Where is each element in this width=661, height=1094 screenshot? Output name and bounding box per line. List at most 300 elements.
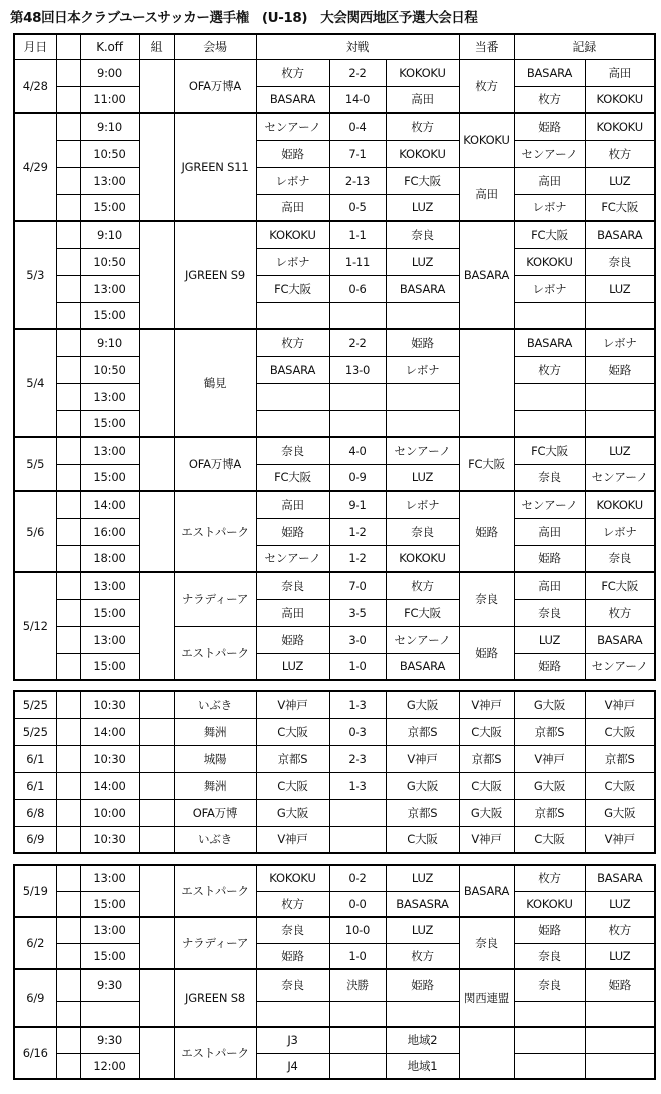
blank-cell	[56, 491, 80, 518]
record-cell-1: 枚方	[514, 356, 585, 383]
record-cell-1: G大阪	[514, 691, 585, 718]
score-cell: 9-1	[329, 491, 386, 518]
kickoff-cell: 14:00	[80, 491, 139, 518]
home-team-cell: 奈良	[256, 917, 329, 943]
match-row	[14, 113, 655, 140]
record-cell-2: BASARA	[585, 626, 655, 653]
score-cell: 2-2	[329, 59, 386, 86]
score-cell: 7-1	[329, 140, 386, 167]
score-cell: 0-2	[329, 865, 386, 891]
away-team-cell: 姫路	[386, 969, 459, 1001]
away-team-cell: 姫路	[386, 329, 459, 356]
record-cell-1: 姫路	[514, 653, 585, 680]
duty-cell	[459, 1027, 514, 1079]
group-cell	[139, 221, 174, 329]
away-team-cell: LUZ	[386, 464, 459, 491]
match-row	[14, 572, 655, 599]
score-cell: 1-0	[329, 653, 386, 680]
record-cell-2: KOKOKU	[585, 113, 655, 140]
away-team-cell: LUZ	[386, 917, 459, 943]
away-team-cell	[386, 1001, 459, 1027]
kickoff-cell: 9:30	[80, 1027, 139, 1053]
venue-cell: ナラディーア	[174, 572, 256, 626]
away-team-cell: LUZ	[386, 248, 459, 275]
kickoff-cell: 15:00	[80, 464, 139, 491]
score-cell: 1-11	[329, 248, 386, 275]
record-cell-2: レボナ	[585, 329, 655, 356]
blank-cell	[56, 745, 80, 772]
away-team-cell: 地域1	[386, 1053, 459, 1079]
date-cell: 5/4	[14, 329, 56, 437]
match-row	[14, 302, 655, 329]
away-team-cell	[386, 383, 459, 410]
score-cell	[329, 1027, 386, 1053]
match-row	[14, 691, 655, 718]
date-cell: 5/5	[14, 437, 56, 491]
away-team-cell: 京都S	[386, 799, 459, 826]
blank-cell	[56, 799, 80, 826]
record-cell-2	[585, 410, 655, 437]
match-row	[14, 1027, 655, 1053]
blank-cell	[56, 59, 80, 86]
home-team-cell: 枚方	[256, 329, 329, 356]
kickoff-cell: 10:50	[80, 248, 139, 275]
record-cell-2: レボナ	[585, 518, 655, 545]
duty-cell: BASARA	[459, 865, 514, 917]
match-row	[14, 275, 655, 302]
duty-cell: 奈良	[459, 572, 514, 626]
score-cell: 1-1	[329, 221, 386, 248]
match-row	[14, 865, 655, 891]
duty-cell: 姫路	[459, 626, 514, 680]
home-team-cell: J4	[256, 1053, 329, 1079]
score-cell: 0-4	[329, 113, 386, 140]
kickoff-cell: 10:00	[80, 799, 139, 826]
blank-cell	[56, 653, 80, 680]
score-cell: 1-2	[329, 545, 386, 572]
blank-cell	[56, 248, 80, 275]
match-row	[14, 221, 655, 248]
match-row	[14, 653, 655, 680]
header-venue: 会場	[174, 34, 256, 59]
record-cell-2	[585, 302, 655, 329]
away-team-cell: 奈良	[386, 518, 459, 545]
blank-cell	[56, 140, 80, 167]
kickoff-cell: 9:30	[80, 969, 139, 1001]
home-team-cell: 枚方	[256, 891, 329, 917]
date-cell: 4/29	[14, 113, 56, 221]
away-team-cell	[386, 410, 459, 437]
home-team-cell: 奈良	[256, 572, 329, 599]
record-cell-2: FC大阪	[585, 572, 655, 599]
home-team-cell: 奈良	[256, 969, 329, 1001]
match-row	[14, 1001, 655, 1027]
duty-cell	[459, 329, 514, 437]
group-cell	[139, 718, 174, 745]
group-cell	[139, 437, 174, 491]
match-row	[14, 410, 655, 437]
home-team-cell: KOKOKU	[256, 221, 329, 248]
record-cell-2: G大阪	[585, 799, 655, 826]
blank-cell	[56, 917, 80, 943]
home-team-cell: V神戸	[256, 826, 329, 853]
record-cell-1: 枚方	[514, 865, 585, 891]
kickoff-cell: 13:00	[80, 572, 139, 599]
blank-cell	[56, 1027, 80, 1053]
home-team-cell: レボナ	[256, 167, 329, 194]
record-cell-1	[514, 410, 585, 437]
kickoff-cell: 15:00	[80, 943, 139, 969]
venue-cell: エストパーク	[174, 865, 256, 917]
date-cell: 5/3	[14, 221, 56, 329]
match-row	[14, 86, 655, 113]
kickoff-cell: 13:00	[80, 865, 139, 891]
home-team-cell: 姫路	[256, 518, 329, 545]
blank-cell	[56, 86, 80, 113]
record-cell-2: 奈良	[585, 248, 655, 275]
date-cell: 5/25	[14, 691, 56, 718]
group-cell	[139, 329, 174, 437]
kickoff-cell: 15:00	[80, 891, 139, 917]
venue-cell: JGREEN S9	[174, 221, 256, 329]
record-cell-2: LUZ	[585, 943, 655, 969]
away-team-cell: レボナ	[386, 356, 459, 383]
record-cell-2	[585, 1001, 655, 1027]
match-row	[14, 194, 655, 221]
home-team-cell: BASARA	[256, 356, 329, 383]
blank-cell	[56, 891, 80, 917]
away-team-cell: FC大阪	[386, 167, 459, 194]
kickoff-cell: 13:00	[80, 275, 139, 302]
home-team-cell: 姫路	[256, 140, 329, 167]
venue-cell: いぶき	[174, 691, 256, 718]
venue-cell: エストパーク	[174, 626, 256, 680]
record-cell-2: センアーノ	[585, 464, 655, 491]
record-cell-1: 奈良	[514, 464, 585, 491]
record-cell-1	[514, 383, 585, 410]
blank-cell	[56, 718, 80, 745]
record-cell-1: 奈良	[514, 943, 585, 969]
home-team-cell	[256, 383, 329, 410]
record-cell-2: KOKOKU	[585, 491, 655, 518]
record-cell-1: 奈良	[514, 599, 585, 626]
record-cell-2: LUZ	[585, 275, 655, 302]
record-cell-2: LUZ	[585, 437, 655, 464]
home-team-cell: V神戸	[256, 691, 329, 718]
home-team-cell: 奈良	[256, 437, 329, 464]
kickoff-cell: 14:00	[80, 718, 139, 745]
kickoff-cell: 15:00	[80, 599, 139, 626]
kickoff-cell: 10:30	[80, 691, 139, 718]
away-team-cell: 奈良	[386, 221, 459, 248]
record-cell-2: 京都S	[585, 745, 655, 772]
duty-cell: V神戸	[459, 826, 514, 853]
kickoff-cell: 9:10	[80, 221, 139, 248]
record-cell-1: V神戸	[514, 745, 585, 772]
record-cell-2: センアーノ	[585, 653, 655, 680]
blank-cell	[56, 826, 80, 853]
home-team-cell: レボナ	[256, 248, 329, 275]
home-team-cell: 京都S	[256, 745, 329, 772]
blank-cell	[56, 599, 80, 626]
date-cell: 5/6	[14, 491, 56, 572]
kickoff-cell: 13:00	[80, 626, 139, 653]
header-blank	[56, 34, 80, 59]
record-cell-1: 奈良	[514, 969, 585, 1001]
score-cell: 0-5	[329, 194, 386, 221]
kickoff-cell: 15:00	[80, 410, 139, 437]
home-team-cell: G大阪	[256, 799, 329, 826]
home-team-cell: 高田	[256, 491, 329, 518]
score-cell	[329, 383, 386, 410]
away-team-cell: G大阪	[386, 772, 459, 799]
duty-cell: BASARA	[459, 221, 514, 329]
venue-cell: ナラディーア	[174, 917, 256, 969]
away-team-cell: 枚方	[386, 572, 459, 599]
record-cell-1: FC大阪	[514, 221, 585, 248]
away-team-cell: 高田	[386, 86, 459, 113]
away-team-cell	[386, 302, 459, 329]
record-cell-1	[514, 1027, 585, 1053]
away-team-cell: 地域2	[386, 1027, 459, 1053]
header-kickoff: K.off	[80, 34, 139, 59]
score-cell: 3-0	[329, 626, 386, 653]
match-row	[14, 599, 655, 626]
record-cell-1: 姫路	[514, 917, 585, 943]
duty-cell: 高田	[459, 167, 514, 221]
duty-cell: 枚方	[459, 59, 514, 113]
home-team-cell	[256, 410, 329, 437]
kickoff-cell: 14:00	[80, 772, 139, 799]
match-row	[14, 356, 655, 383]
score-cell: 7-0	[329, 572, 386, 599]
match-row	[14, 140, 655, 167]
record-cell-2: LUZ	[585, 167, 655, 194]
record-cell-1	[514, 302, 585, 329]
venue-cell: OFA万博A	[174, 437, 256, 491]
venue-cell: JGREEN S8	[174, 969, 256, 1027]
record-cell-2: C大阪	[585, 718, 655, 745]
score-cell: 決勝	[329, 969, 386, 1001]
kickoff-cell: 15:00	[80, 653, 139, 680]
home-team-cell: 姫路	[256, 626, 329, 653]
kickoff-cell: 11:00	[80, 86, 139, 113]
date-cell: 4/28	[14, 59, 56, 113]
group-cell	[139, 113, 174, 221]
blank-cell	[56, 383, 80, 410]
match-row	[14, 59, 655, 86]
blank-cell	[56, 356, 80, 383]
away-team-cell: センアーノ	[386, 626, 459, 653]
record-cell-2	[585, 1027, 655, 1053]
record-cell-2	[585, 383, 655, 410]
home-team-cell: J3	[256, 1027, 329, 1053]
record-cell-1: 高田	[514, 518, 585, 545]
record-cell-1: 姫路	[514, 113, 585, 140]
blank-cell	[56, 167, 80, 194]
venue-cell: OFA万博A	[174, 59, 256, 113]
score-cell: 3-5	[329, 599, 386, 626]
score-cell: 13-0	[329, 356, 386, 383]
score-cell	[329, 302, 386, 329]
record-cell-2: V神戸	[585, 691, 655, 718]
header-match: 対戦	[256, 34, 459, 59]
kickoff-cell: 15:00	[80, 194, 139, 221]
record-cell-1	[514, 1053, 585, 1079]
duty-cell: 京都S	[459, 745, 514, 772]
date-cell: 6/16	[14, 1027, 56, 1079]
record-cell-1: 高田	[514, 167, 585, 194]
blank-cell	[56, 691, 80, 718]
record-cell-2: KOKOKU	[585, 86, 655, 113]
kickoff-cell: 18:00	[80, 545, 139, 572]
kickoff-cell: 13:00	[80, 917, 139, 943]
duty-cell: 奈良	[459, 917, 514, 969]
match-row	[14, 167, 655, 194]
group-cell	[139, 491, 174, 572]
blank-cell	[56, 275, 80, 302]
match-row	[14, 772, 655, 799]
record-cell-2: 姫路	[585, 356, 655, 383]
duty-cell: 姫路	[459, 491, 514, 572]
home-team-cell: センアーノ	[256, 113, 329, 140]
schedule-table-2	[13, 690, 656, 854]
header-record: 記録	[514, 34, 655, 59]
blank-cell	[56, 437, 80, 464]
date-cell: 5/12	[14, 572, 56, 680]
kickoff-cell: 10:50	[80, 140, 139, 167]
away-team-cell: 京都S	[386, 718, 459, 745]
record-cell-1: C大阪	[514, 826, 585, 853]
record-cell-2: 枚方	[585, 917, 655, 943]
home-team-cell: FC大阪	[256, 464, 329, 491]
venue-cell: 舞洲	[174, 772, 256, 799]
match-row	[14, 943, 655, 969]
kickoff-cell: 9:10	[80, 329, 139, 356]
group-cell	[139, 1027, 174, 1079]
away-team-cell: G大阪	[386, 691, 459, 718]
home-team-cell: C大阪	[256, 718, 329, 745]
match-row	[14, 545, 655, 572]
venue-cell: エストパーク	[174, 1027, 256, 1079]
venue-cell: 鶴見	[174, 329, 256, 437]
record-cell-2: FC大阪	[585, 194, 655, 221]
away-team-cell: FC大阪	[386, 599, 459, 626]
duty-cell: V神戸	[459, 691, 514, 718]
date-cell: 5/19	[14, 865, 56, 917]
venue-cell: JGREEN S11	[174, 113, 256, 221]
venue-cell: いぶき	[174, 826, 256, 853]
score-cell: 4-0	[329, 437, 386, 464]
score-cell: 1-2	[329, 518, 386, 545]
match-row	[14, 464, 655, 491]
record-cell-1: KOKOKU	[514, 248, 585, 275]
duty-cell: C大阪	[459, 772, 514, 799]
record-cell-1: 京都S	[514, 799, 585, 826]
score-cell: 1-0	[329, 943, 386, 969]
date-cell: 6/9	[14, 969, 56, 1027]
blank-cell	[56, 865, 80, 891]
match-row	[14, 329, 655, 356]
group-cell	[139, 826, 174, 853]
home-team-cell	[256, 302, 329, 329]
kickoff-cell: 13:00	[80, 437, 139, 464]
duty-cell: FC大阪	[459, 437, 514, 491]
schedule-table-3	[13, 864, 656, 1080]
home-team-cell	[256, 1001, 329, 1027]
match-row	[14, 437, 655, 464]
record-cell-1: センアーノ	[514, 140, 585, 167]
blank-cell	[56, 329, 80, 356]
away-team-cell: センアーノ	[386, 437, 459, 464]
score-cell	[329, 1053, 386, 1079]
home-team-cell: LUZ	[256, 653, 329, 680]
kickoff-cell: 16:00	[80, 518, 139, 545]
kickoff-cell: 9:00	[80, 59, 139, 86]
home-team-cell: BASARA	[256, 86, 329, 113]
record-cell-2: 奈良	[585, 545, 655, 572]
blank-cell	[56, 410, 80, 437]
score-cell: 14-0	[329, 86, 386, 113]
score-cell: 2-2	[329, 329, 386, 356]
record-cell-2: LUZ	[585, 891, 655, 917]
score-cell: 2-13	[329, 167, 386, 194]
blank-cell	[56, 626, 80, 653]
score-cell: 2-3	[329, 745, 386, 772]
home-team-cell: 高田	[256, 194, 329, 221]
away-team-cell: LUZ	[386, 194, 459, 221]
away-team-cell: 枚方	[386, 113, 459, 140]
record-cell-2: C大阪	[585, 772, 655, 799]
header-duty: 当番	[459, 34, 514, 59]
blank-cell	[56, 772, 80, 799]
score-cell: 0-6	[329, 275, 386, 302]
duty-cell: KOKOKU	[459, 113, 514, 167]
group-cell	[139, 772, 174, 799]
match-row	[14, 826, 655, 853]
score-cell	[329, 410, 386, 437]
match-row	[14, 491, 655, 518]
record-cell-1: FC大阪	[514, 437, 585, 464]
group-cell	[139, 865, 174, 917]
blank-cell	[56, 194, 80, 221]
group-cell	[139, 59, 174, 113]
kickoff-cell: 13:00	[80, 167, 139, 194]
score-cell: 1-3	[329, 772, 386, 799]
score-cell: 0-0	[329, 891, 386, 917]
record-cell-2: 姫路	[585, 969, 655, 1001]
home-team-cell: センアーノ	[256, 545, 329, 572]
away-team-cell: KOKOKU	[386, 545, 459, 572]
match-row	[14, 718, 655, 745]
record-cell-1: 姫路	[514, 545, 585, 572]
home-team-cell: 姫路	[256, 943, 329, 969]
page-title: 第48回日本クラブユースサッカー選手権 (U-18) 大会関西地区予選大会日程	[10, 10, 478, 26]
match-row	[14, 248, 655, 275]
away-team-cell: V神戸	[386, 745, 459, 772]
date-cell: 6/8	[14, 799, 56, 826]
record-cell-1: センアーノ	[514, 491, 585, 518]
venue-cell: 舞洲	[174, 718, 256, 745]
date-cell: 6/1	[14, 745, 56, 772]
home-team-cell: 枚方	[256, 59, 329, 86]
group-cell	[139, 969, 174, 1027]
match-row	[14, 626, 655, 653]
blank-cell	[56, 518, 80, 545]
group-cell	[139, 745, 174, 772]
blank-cell	[56, 302, 80, 329]
away-team-cell: BASARA	[386, 653, 459, 680]
